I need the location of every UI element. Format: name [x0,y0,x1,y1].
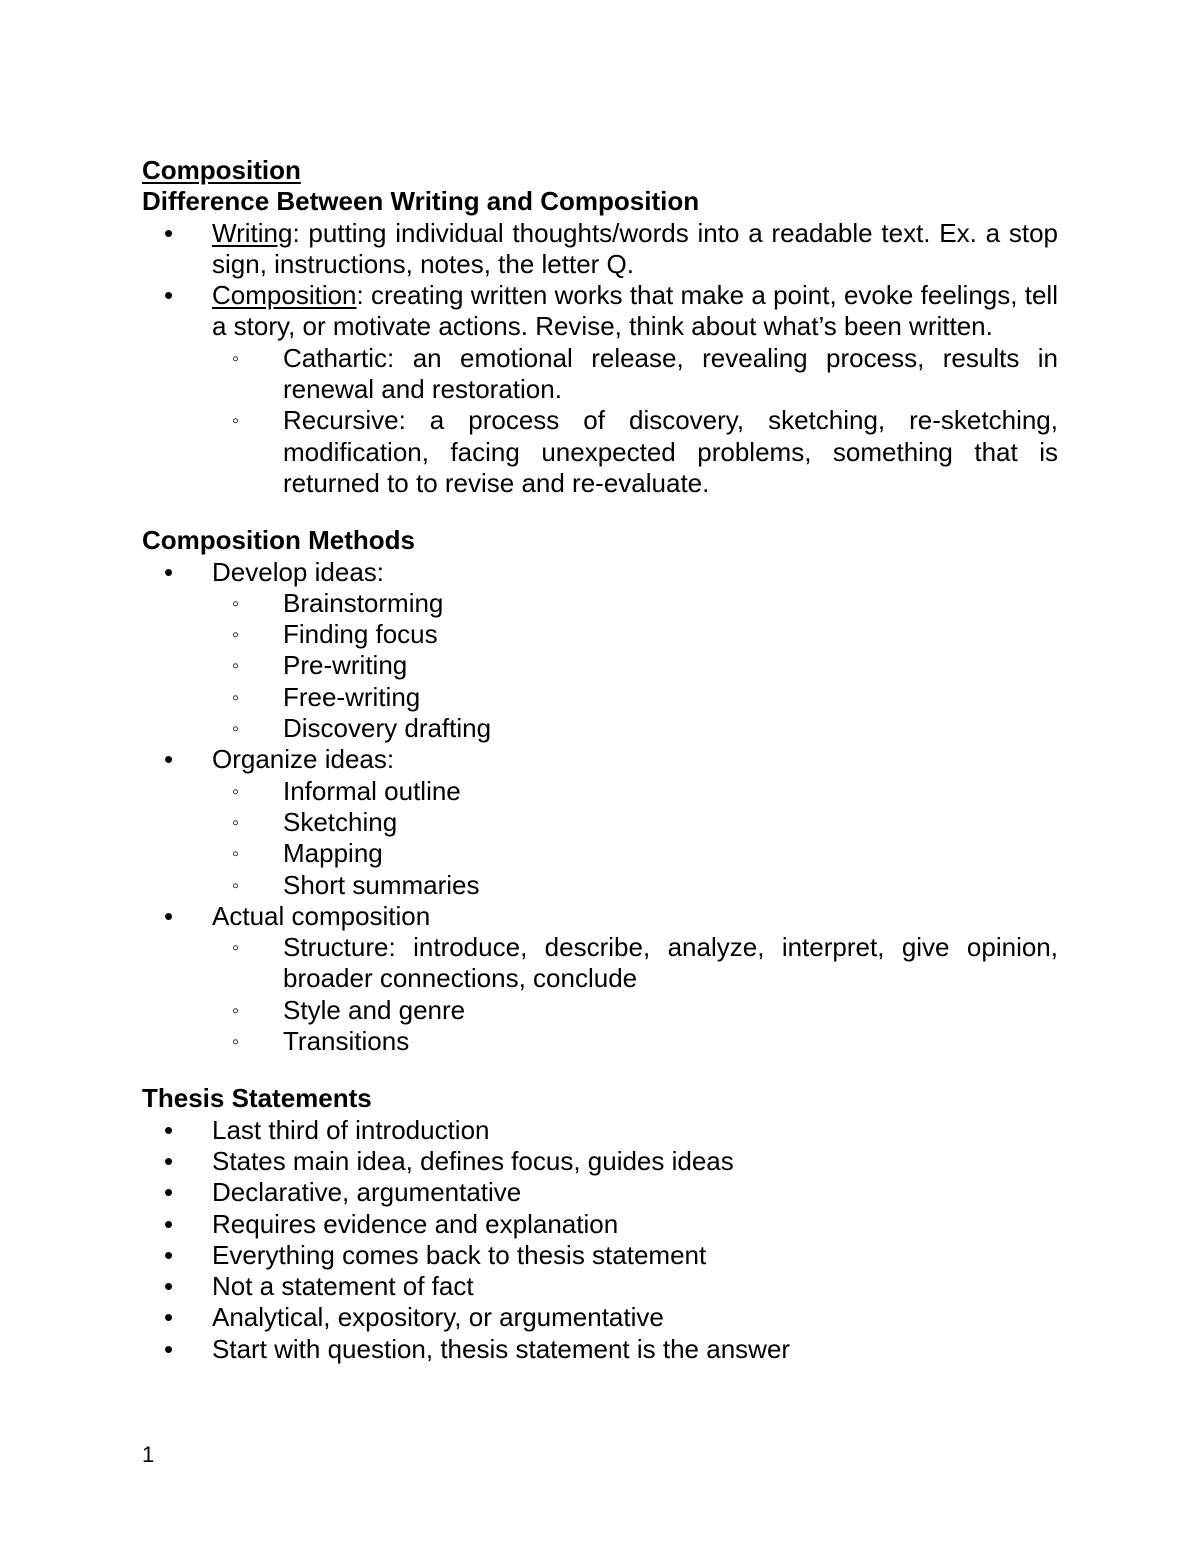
sub-item-text: Free-writing [283,681,421,712]
sub-bullet-icon: ◦ [232,780,240,803]
sub-item-text: Short summaries [283,869,480,900]
spacer [142,499,1058,525]
sub-list-item [212,650,1058,681]
list-item-text: Last third of introduction [212,1114,490,1145]
list-item-text: Start with question, thesis statement is the answer [212,1333,791,1364]
sub-item-text: Pre-writing [283,650,408,681]
list-item [142,901,1058,1057]
list-item-text: Analytical, expository, or argumentative [212,1302,664,1333]
sub-list-item [212,405,1058,499]
sub-bullet-icon: ◦ [232,686,240,709]
organize-ideas-subitems [212,776,1058,901]
sub-bullet-icon: ◦ [232,592,240,615]
list-item-text: States main idea, defines focus, guides ideas [212,1145,734,1176]
list-item [142,1177,1058,1208]
definition-writing: : putting individual thoughts/words into a readable text. Ex. a stop sign, instructions, notes, the letter Q. [212,217,1058,279]
document-page [142,155,1058,1365]
bullet-icon: • [164,1145,174,1176]
list-item-text: Develop ideas: [212,556,384,587]
list-item [142,1302,1058,1333]
bullet-icon: • [164,744,174,775]
sub-bullet-icon: ◦ [232,999,240,1022]
composition-methods-list [142,557,1058,1058]
sub-item-text: Sketching [283,806,398,837]
sub-list-item [212,713,1058,744]
sub-list-item [212,776,1058,807]
page-number: 1 [142,1442,155,1467]
bullet-icon: • [164,900,174,931]
list-item-text: Requires evidence and explanation [212,1208,619,1239]
sub-list-item [212,870,1058,901]
sub-list-item [212,682,1058,713]
list-item [142,280,1058,499]
sub-list-item [212,1026,1058,1057]
sub-bullet-icon: ◦ [232,937,240,960]
bullet-icon: • [164,1208,174,1239]
list-item [142,1146,1058,1177]
bullet-icon: • [164,280,174,311]
spacer [142,1057,1058,1083]
sub-bullet-icon: ◦ [232,655,240,678]
sub-list-item [212,343,1058,406]
sub-bullet-icon: ◦ [232,843,240,866]
list-item [142,744,1058,900]
sub-item-text: Transitions [283,1026,410,1057]
section-heading-composition-methods: Composition Methods [142,525,415,556]
bullet-icon: • [164,1333,174,1364]
bullet-icon: • [164,1177,174,1208]
definition-composition: : creating written works that make a point, evoke feelings, tell a story, or motivate actions. Revise, think about what’s been written. [212,280,1058,342]
sub-bullet-icon: ◦ [232,1031,240,1054]
list-item [142,218,1058,281]
sub-list-item [212,995,1058,1026]
bullet-icon: • [164,1302,174,1333]
sub-bullet-icon: ◦ [232,874,240,897]
actual-composition-subitems [212,932,1058,1057]
sub-item-text: Finding focus [283,619,438,650]
definition-composition-block [212,280,1058,343]
bullet-icon: • [164,1239,174,1270]
bullet-icon: • [164,556,174,587]
writing-vs-composition-list [142,218,1058,500]
list-item-text: Organize ideas: [212,744,395,775]
sub-item-text: Mapping [283,838,383,869]
develop-ideas-subitems [212,588,1058,744]
list-item [142,1334,1058,1365]
composition-subitems [212,343,1058,499]
sub-list-item [212,932,1058,995]
list-item-text: Declarative, argumentative [212,1177,522,1208]
sub-bullet-icon: ◦ [232,811,240,834]
bullet-icon: • [164,1114,174,1145]
sub-item-text: Informal outline [283,775,461,806]
list-item [142,557,1058,745]
sub-item-text: Brainstorming [283,587,444,618]
list-item [142,1271,1058,1302]
sub-list-item [212,588,1058,619]
sub-list-item [212,838,1058,869]
sub-list-item [212,807,1058,838]
sub-item-text: Recursive: a process of discovery, sketching, re-sketching, modification, facing unexpected problems, something that is returned to to revise and re-evaluate. [283,405,1058,498]
sub-list-item [212,619,1058,650]
term-composition: Composition [212,280,357,311]
section-heading-writing-vs-composition: Difference Between Writing and Composition [142,186,700,217]
sub-bullet-icon: ◦ [232,718,240,741]
thesis-statements-list [142,1115,1058,1365]
term-writing: Writing [212,217,293,248]
list-item [142,1115,1058,1146]
document-title: Composition [142,155,301,185]
list-item-text: Actual composition [212,900,431,931]
sub-item-text: Cathartic: an emotional release, revealing process, results in renewal and restoration. [283,342,1058,405]
list-item-text: Not a statement of fact [212,1271,474,1302]
sub-bullet-icon: ◦ [232,347,240,370]
list-item [142,1240,1058,1271]
sub-item-text: Discovery drafting [283,713,492,744]
list-item-text: Everything comes back to thesis statement [212,1239,707,1270]
list-item [142,1209,1058,1240]
bullet-icon: • [164,1271,174,1302]
sub-bullet-icon: ◦ [232,410,240,433]
sub-item-text: Style and genre [283,994,466,1025]
section-heading-thesis-statements: Thesis Statements [142,1083,372,1114]
sub-bullet-icon: ◦ [232,624,240,647]
sub-item-text: Structure: introduce, describe, analyze, interpret, give opinion, broader connections, conclude [283,932,1058,994]
bullet-icon: • [164,217,174,248]
